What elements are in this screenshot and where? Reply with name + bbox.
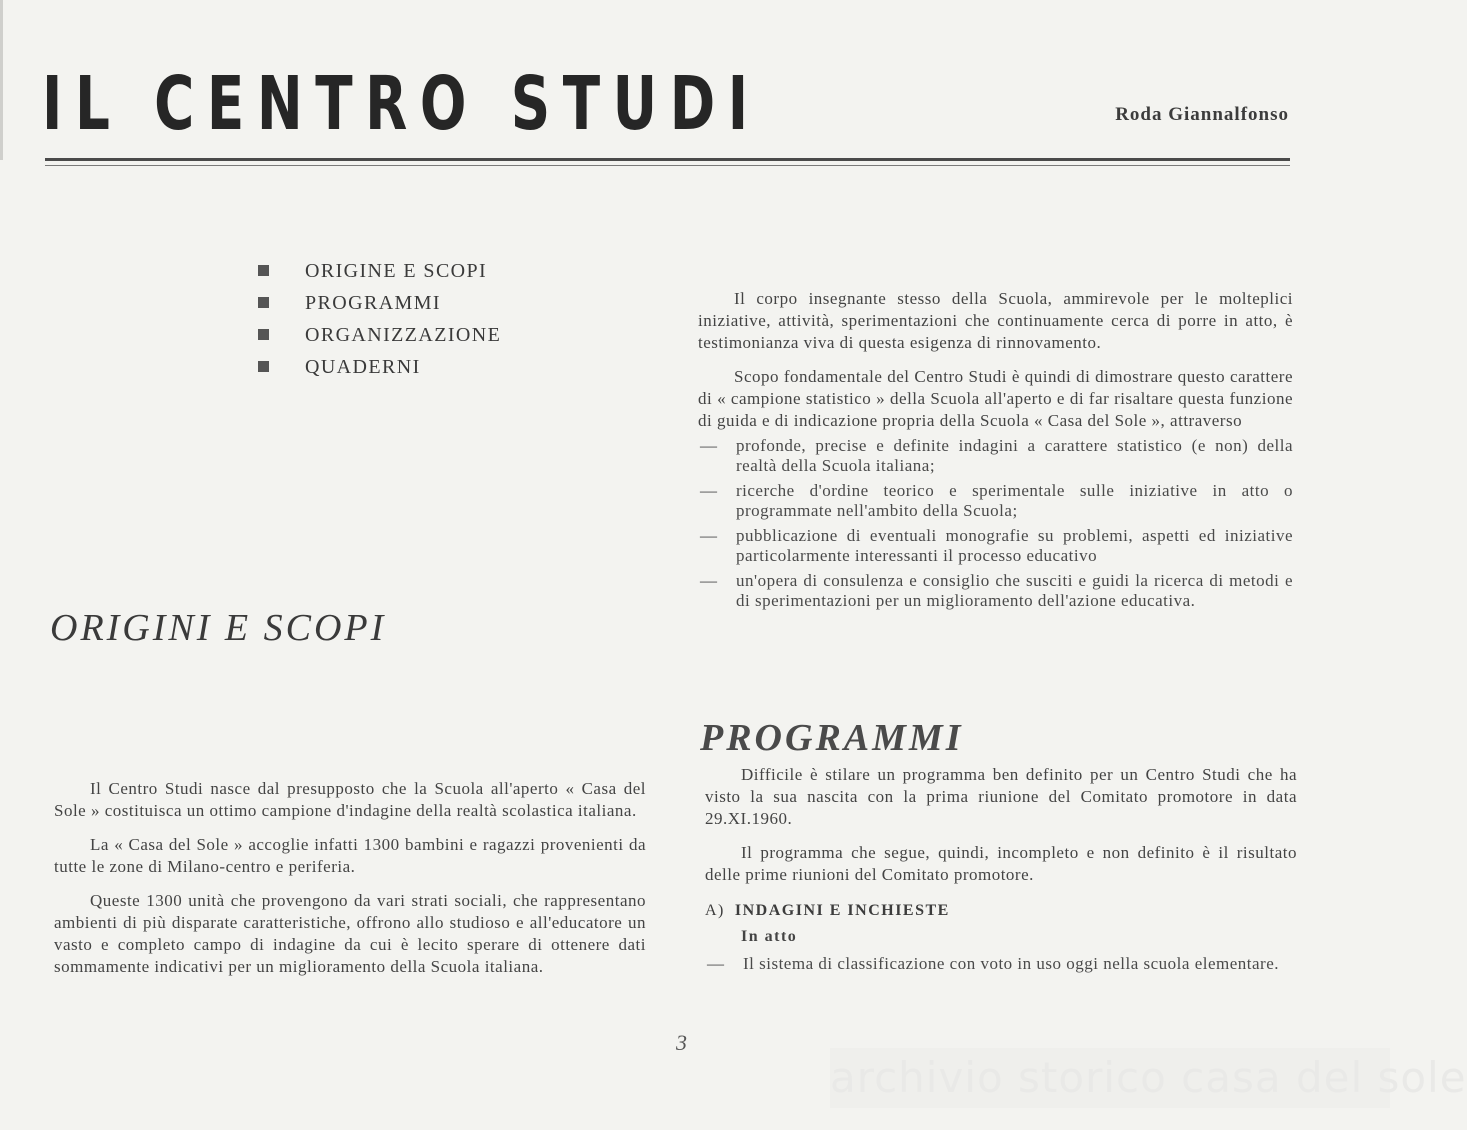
paragraph: Il Centro Studi nasce dal presupposto che la Scuola all'aperto « Casa del Sole » costituisca un ottimo campione d'indagine della realtà scolastica italiana.	[54, 779, 646, 820]
table-of-contents	[258, 256, 501, 384]
section-a-title: INDAGINI E INCHIESTE	[734, 902, 950, 919]
section-a-number: A)	[705, 902, 725, 919]
list-item-text: profonde, precise e definite indagini a carattere statistico (e non) della realtà della Scuola italiana;	[736, 436, 1293, 475]
list-item	[698, 526, 1293, 566]
toc-item	[258, 288, 501, 320]
author-name: Roda Giannalfonso	[1115, 104, 1289, 125]
page-number: 3	[676, 1030, 687, 1055]
dash-marker: —	[700, 436, 718, 455]
paragraph: Difficile è stilare un programma ben definito per un Centro Studi che ha visto la sua nascita con la prima riunione del Comitato promotore in data 29.XI.1960.	[705, 765, 1297, 828]
page-edge-mark	[0, 0, 3, 160]
programmi-text	[705, 764, 1297, 979]
toc-item	[258, 352, 501, 384]
page-title: IL CENTRO STUDI	[42, 61, 761, 147]
paragraph: Queste 1300 unità che provengono da vari strati sociali, che rappresentano ambienti di più disparate caratteristiche, offrono allo studioso e all'educatore un vasto e completo campo di indagine da cui è lecito sperare di ottenere dati sommamente indicativi per un miglioramento della Scuola italiana.	[54, 891, 646, 976]
header-rule	[45, 158, 1290, 161]
square-bullet-icon	[258, 329, 269, 340]
square-bullet-icon	[258, 265, 269, 276]
paragraph: Il programma che segue, quindi, incompleto e non definito è il risultato delle prime riunioni del Comitato promotore.	[705, 843, 1297, 884]
square-bullet-icon	[258, 297, 269, 308]
section-heading-programmi: PROGRAMMI	[700, 717, 964, 759]
toc-item-label: QUADERNI	[305, 356, 421, 378]
paragraph: Il corpo insegnante stesso della Scuola, ammirevole per le molteplici iniziative, attività, sperimentazioni che continuamente cerca di porre in atto, è testimonianza viva di questa esigenza di rinnovamento.	[698, 289, 1293, 352]
list-item-text: pubblicazione di eventuali monografie su problemi, aspetti ed iniziative particolarmente interessanti il processo educativo	[736, 526, 1293, 565]
toc-item	[258, 320, 501, 352]
paragraph: La « Casa del Sole » accoglie infatti 1300 bambini e ragazzi provenienti da tutte le zone di Milano-centro e periferia.	[54, 835, 646, 876]
toc-item	[258, 256, 501, 288]
goals-list	[698, 436, 1293, 611]
toc-item-label: PROGRAMMI	[305, 292, 441, 314]
dash-marker: —	[700, 571, 718, 590]
origini-text	[54, 778, 646, 990]
section-heading-origini: ORIGINI E SCOPI	[50, 607, 387, 649]
header-rule-thin	[45, 165, 1290, 166]
list-item	[698, 481, 1293, 521]
archive-watermark: archivio storico casa del sole	[830, 1048, 1390, 1108]
paragraph: Scopo fondamentale del Centro Studi è quindi di dimostrare questo carattere di « campione statistico » della Scuola all'aperto e di far risaltare questa funzione di guida e di indicazione propria della Scuola « Casa del Sole », attraverso	[698, 367, 1293, 430]
list-item-text: Il sistema di classificazione con voto in uso oggi nella scuola elementare.	[743, 954, 1280, 973]
list-item-text: un'opera di consulenza e consiglio che susciti e guidi la ricerca di metodi e di sperimentazioni per un miglioramento dell'azione educativa.	[736, 571, 1293, 610]
square-bullet-icon	[258, 361, 269, 372]
dash-marker: —	[707, 954, 725, 973]
list-item	[705, 954, 1297, 974]
dash-marker: —	[700, 526, 718, 545]
list-item	[698, 436, 1293, 476]
list-item	[698, 571, 1293, 611]
list-item-text: ricerche d'ordine teorico e sperimentale sulle iniziative in atto o programmate nell'ambito della Scuola;	[736, 481, 1293, 520]
section-a-label	[705, 902, 1297, 920]
dash-marker: —	[700, 481, 718, 500]
toc-item-label: ORIGINE E SCOPI	[305, 260, 488, 282]
section-a-list	[705, 954, 1297, 974]
toc-item-label: ORGANIZZAZIONE	[305, 324, 502, 346]
section-a-sublabel: In atto	[741, 928, 798, 945]
intro-text	[698, 288, 1293, 616]
